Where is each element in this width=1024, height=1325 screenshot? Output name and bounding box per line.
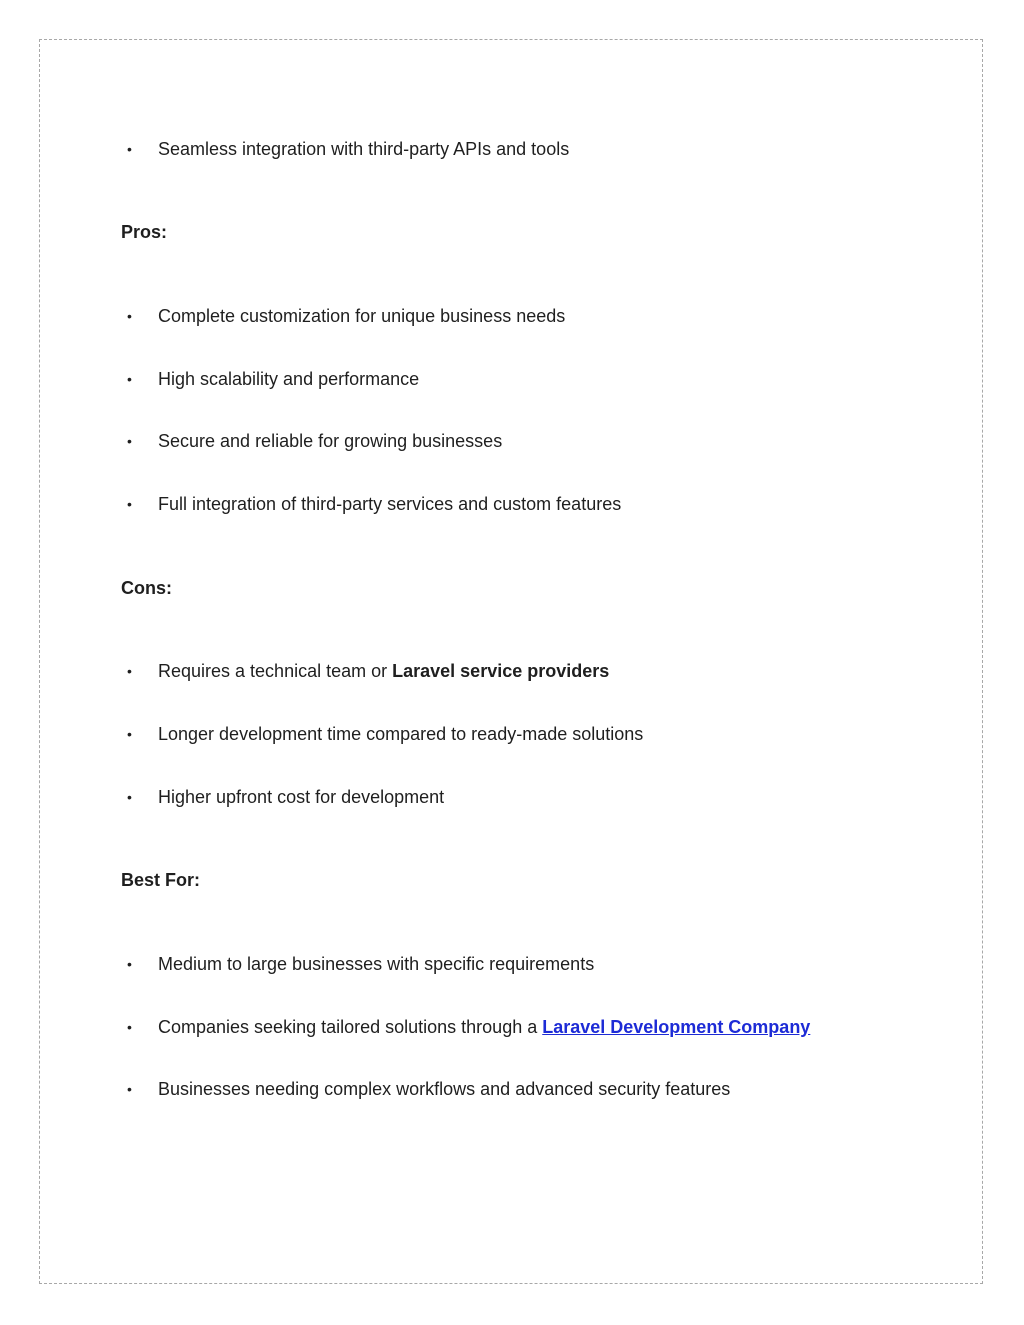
bullet-icon: • bbox=[127, 141, 132, 157]
bullet-icon: • bbox=[127, 1019, 132, 1035]
bullet-icon: • bbox=[127, 1081, 132, 1097]
list-item-text bbox=[158, 1016, 810, 1038]
bullet-icon: • bbox=[127, 433, 132, 449]
list-item-text: Complete customization for unique business needs bbox=[158, 306, 566, 326]
laravel-development-company-link[interactable]: Laravel Development Company bbox=[542, 1017, 811, 1037]
list-item-text: Medium to large businesses with specific requirements bbox=[158, 954, 595, 974]
list-item-prefix: Companies seeking tailored solutions through a bbox=[158, 1017, 543, 1037]
list-item-text bbox=[158, 660, 609, 682]
bullet-icon: • bbox=[127, 308, 132, 324]
list-item-text: Businesses needing complex workflows and advanced security features bbox=[158, 1079, 731, 1099]
list-item-text: Secure and reliable for growing businesses bbox=[158, 431, 503, 451]
list-item-text: High scalability and performance bbox=[158, 369, 420, 389]
list-item-text: Full integration of third-party services and custom features bbox=[158, 494, 622, 514]
cons-heading: Cons: bbox=[121, 578, 172, 598]
pros-heading: Pros: bbox=[121, 222, 168, 242]
list-item-prefix: Requires a technical team or bbox=[158, 661, 393, 681]
bullet-icon: • bbox=[127, 371, 132, 387]
laravel-service-providers-text: Laravel service providers bbox=[392, 661, 610, 681]
bullet-icon: • bbox=[127, 789, 132, 805]
bullet-icon: • bbox=[127, 496, 132, 512]
list-item-text: Seamless integration with third-party APIs and tools bbox=[158, 139, 570, 159]
bullet-icon: • bbox=[127, 956, 132, 972]
bullet-icon: • bbox=[127, 726, 132, 742]
list-item-text: Higher upfront cost for development bbox=[158, 787, 445, 807]
list-item-text: Longer development time compared to ready-made solutions bbox=[158, 724, 644, 744]
bullet-icon: • bbox=[127, 663, 132, 679]
best-for-heading: Best For: bbox=[121, 870, 201, 890]
